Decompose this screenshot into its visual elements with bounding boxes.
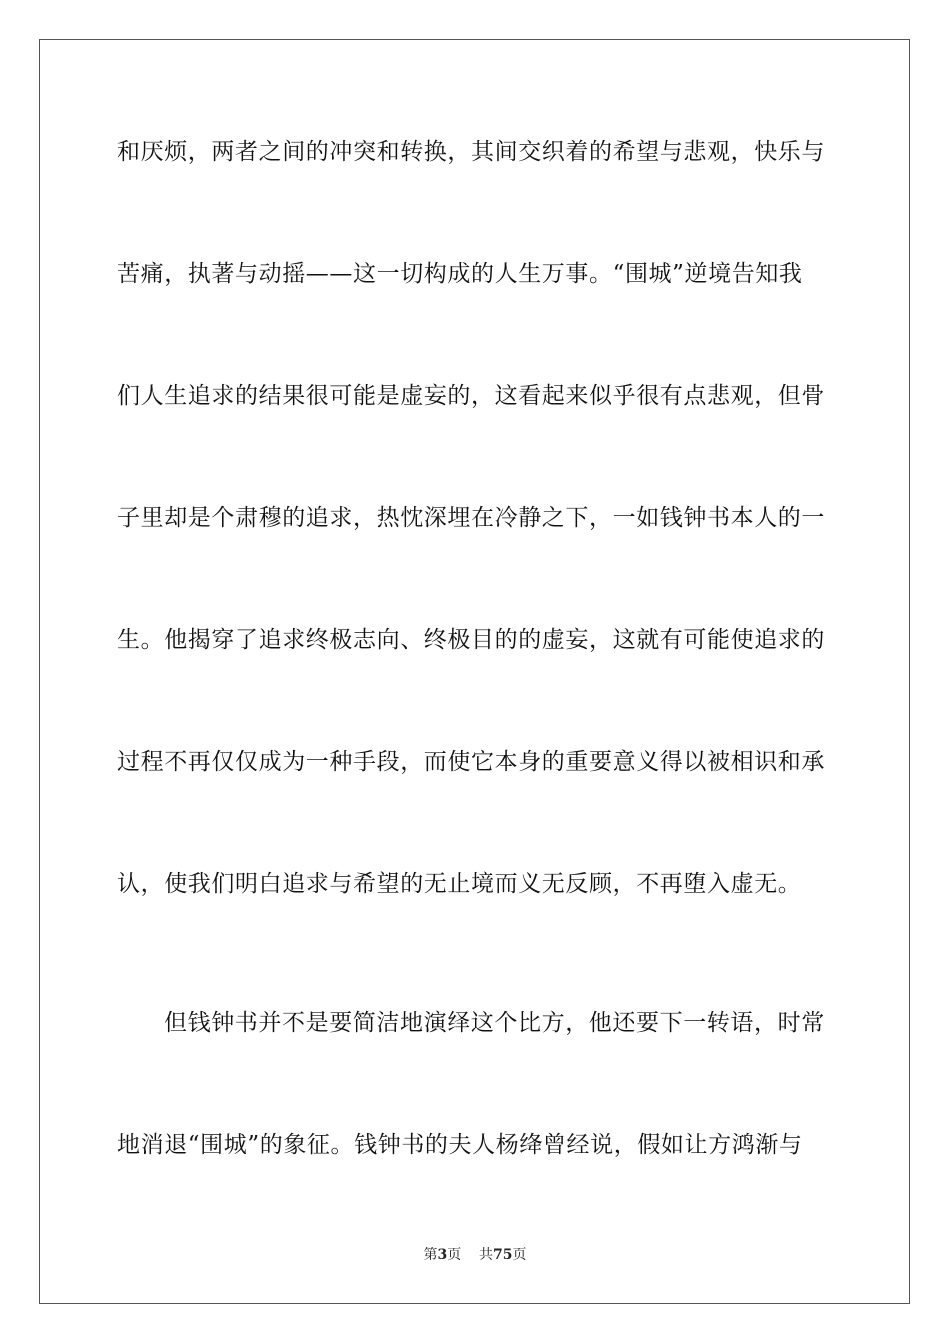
paragraph-line: 们人生追求的结果很可能是虚妄的，这看起来似乎很有点悲观，但骨 xyxy=(117,383,825,409)
paragraph-line: 和厌烦，两者之间的冲突和转换，其间交织着的希望与悲观，快乐与 xyxy=(117,139,825,165)
footer-page-prefix: 第 xyxy=(423,1247,438,1263)
paragraph-line: 地消退“围城”的象征。钱钟书的夫人杨绛曾经说，假如让方鸿渐与 xyxy=(117,1132,803,1158)
paragraph-line: 子里却是个肃穆的追求，热忱深埋在冷静之下，一如钱钟书本人的一 xyxy=(117,505,825,531)
footer-total-pages: 75 xyxy=(493,1247,513,1263)
footer-page-suffix: 页 xyxy=(447,1247,462,1263)
paragraph-line: 生。他揭穿了追求终极志向、终极目的的虚妄，这就有可能使追求的 xyxy=(117,627,825,653)
page-border xyxy=(39,39,910,1304)
paragraph-line: 苦痛，执著与动摇——这一切构成的人生万事。“围城”逆境告知我 xyxy=(117,261,803,287)
footer-total-prefix: 共 xyxy=(479,1247,494,1263)
paragraph-line: 认，使我们明白追求与希望的无止境而义无反顾，不再堕入虚无。 xyxy=(117,871,802,897)
footer-page-number: 3 xyxy=(437,1247,448,1263)
footer-total-suffix: 页 xyxy=(512,1247,527,1263)
page-footer xyxy=(0,1246,950,1264)
paragraph-line: 但钱钟书并不是要简洁地演绎这个比方，他还要下一转语，时常 xyxy=(164,1010,825,1036)
paragraph-line: 过程不再仅仅成为一种手段，而使它本身的重要意义得以被相识和承 xyxy=(117,749,825,775)
